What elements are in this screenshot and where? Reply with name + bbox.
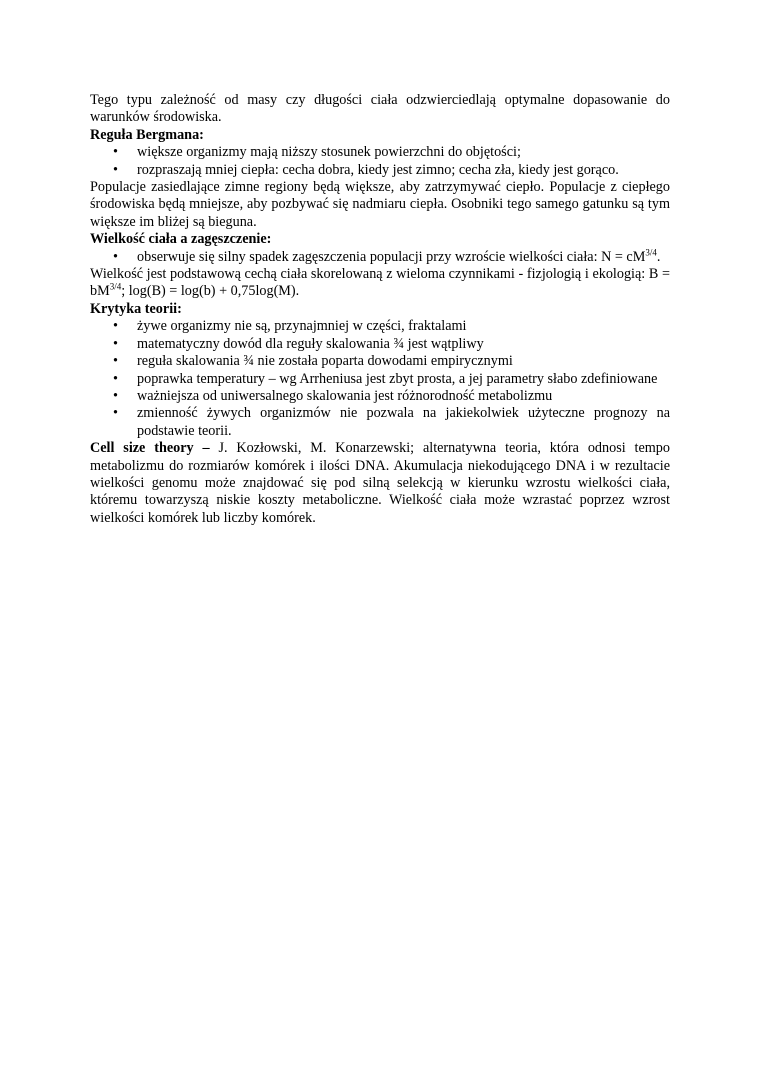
bergman-heading: Reguła Bergmana: (90, 126, 204, 143)
list-item: • rozpraszają mniej ciepła: cecha dobra, kiedy jest zimno; cecha zła, kiedy jest gorąco. (90, 162, 670, 179)
density-item-end: . (656, 248, 661, 265)
bergman-paragraph: Populacje zasiedlające zimne regiony będą większe, aby zatrzymywać ciepło. Populacje z ciepłego środowiska będą mniejsze, aby pozbywać się nadmiaru ciepła. Osobniki tego samego gatunku są tym większe im bliżej są bieguna. (90, 179, 670, 230)
density-item-text: obserwuje się silny spadek zagęszczenia populacji przy wzroście wielkości ciała: N = cM (137, 248, 646, 265)
critique-heading: Krytyka teorii: (90, 300, 182, 317)
bergman-list (90, 144, 670, 179)
list-item (90, 246, 670, 266)
critique-list (90, 318, 670, 440)
cell-size-text: J. Kozłowski, M. Konarzewski; alternatywna teoria, która odnosi tempo metabolizmu do rozmiarów komórek i ilości DNA. Akumulacja niekodującego DNA i w rezultacie wielkości genomu może znajdować się pod silną selekcją w kierunku wzrostu wielkości ciała, któremu towarzyszą niskie koszty metaboliczne. Wielkość ciała może wzrastać poprzez wzrost wielkości komórek lub liczby komórek. (90, 440, 670, 526)
list-item: • żywe organizmy nie są, przynajmniej w części, fraktalami (90, 318, 670, 335)
density-heading: Wielkość ciała a zagęszczenie: (90, 231, 272, 248)
page-content (90, 92, 670, 527)
list-item: • reguła skalowania ¾ nie została poparta dowodami empirycznymi (90, 353, 670, 370)
density-para-text: Wielkość jest podstawową cechą ciała skorelowaną z wieloma czynnikami - fizjologią i ekologią: B = bM (90, 266, 670, 300)
density-paragraph (90, 266, 670, 301)
intro-paragraph: Tego typu zależność od masy czy długości ciała odzwierciedlają optymalne dopasowanie do warunków środowiska. (90, 92, 670, 126)
density-list (90, 246, 670, 266)
cell-size-lead: Cell size theory – (90, 440, 210, 457)
list-item: • poprawka temperatury – wg Arrheniusa jest zbyt prosta, a jej parametry słabo zdefiniowane (90, 371, 670, 388)
list-item: • ważniejsza od uniwersalnego skalowania jest różnorodność metabolizmu (90, 388, 670, 405)
list-item: • matematyczny dowód dla reguły skalowania ¾ jest wątpliwy (90, 336, 670, 353)
list-item: • większe organizmy mają niższy stosunek powierzchni do objętości; (90, 144, 670, 161)
list-item: • zmienność żywych organizmów nie pozwala na jakiekolwiek użyteczne prognozy na podstawie teorii. (90, 405, 670, 440)
density-item-exponent: 3/4 (645, 246, 657, 257)
density-para-formula: ; log(B) = log(b) + 0,75log(M). (121, 283, 300, 300)
cell-size-paragraph (90, 440, 670, 527)
density-para-exponent: 3/4 (109, 281, 122, 292)
